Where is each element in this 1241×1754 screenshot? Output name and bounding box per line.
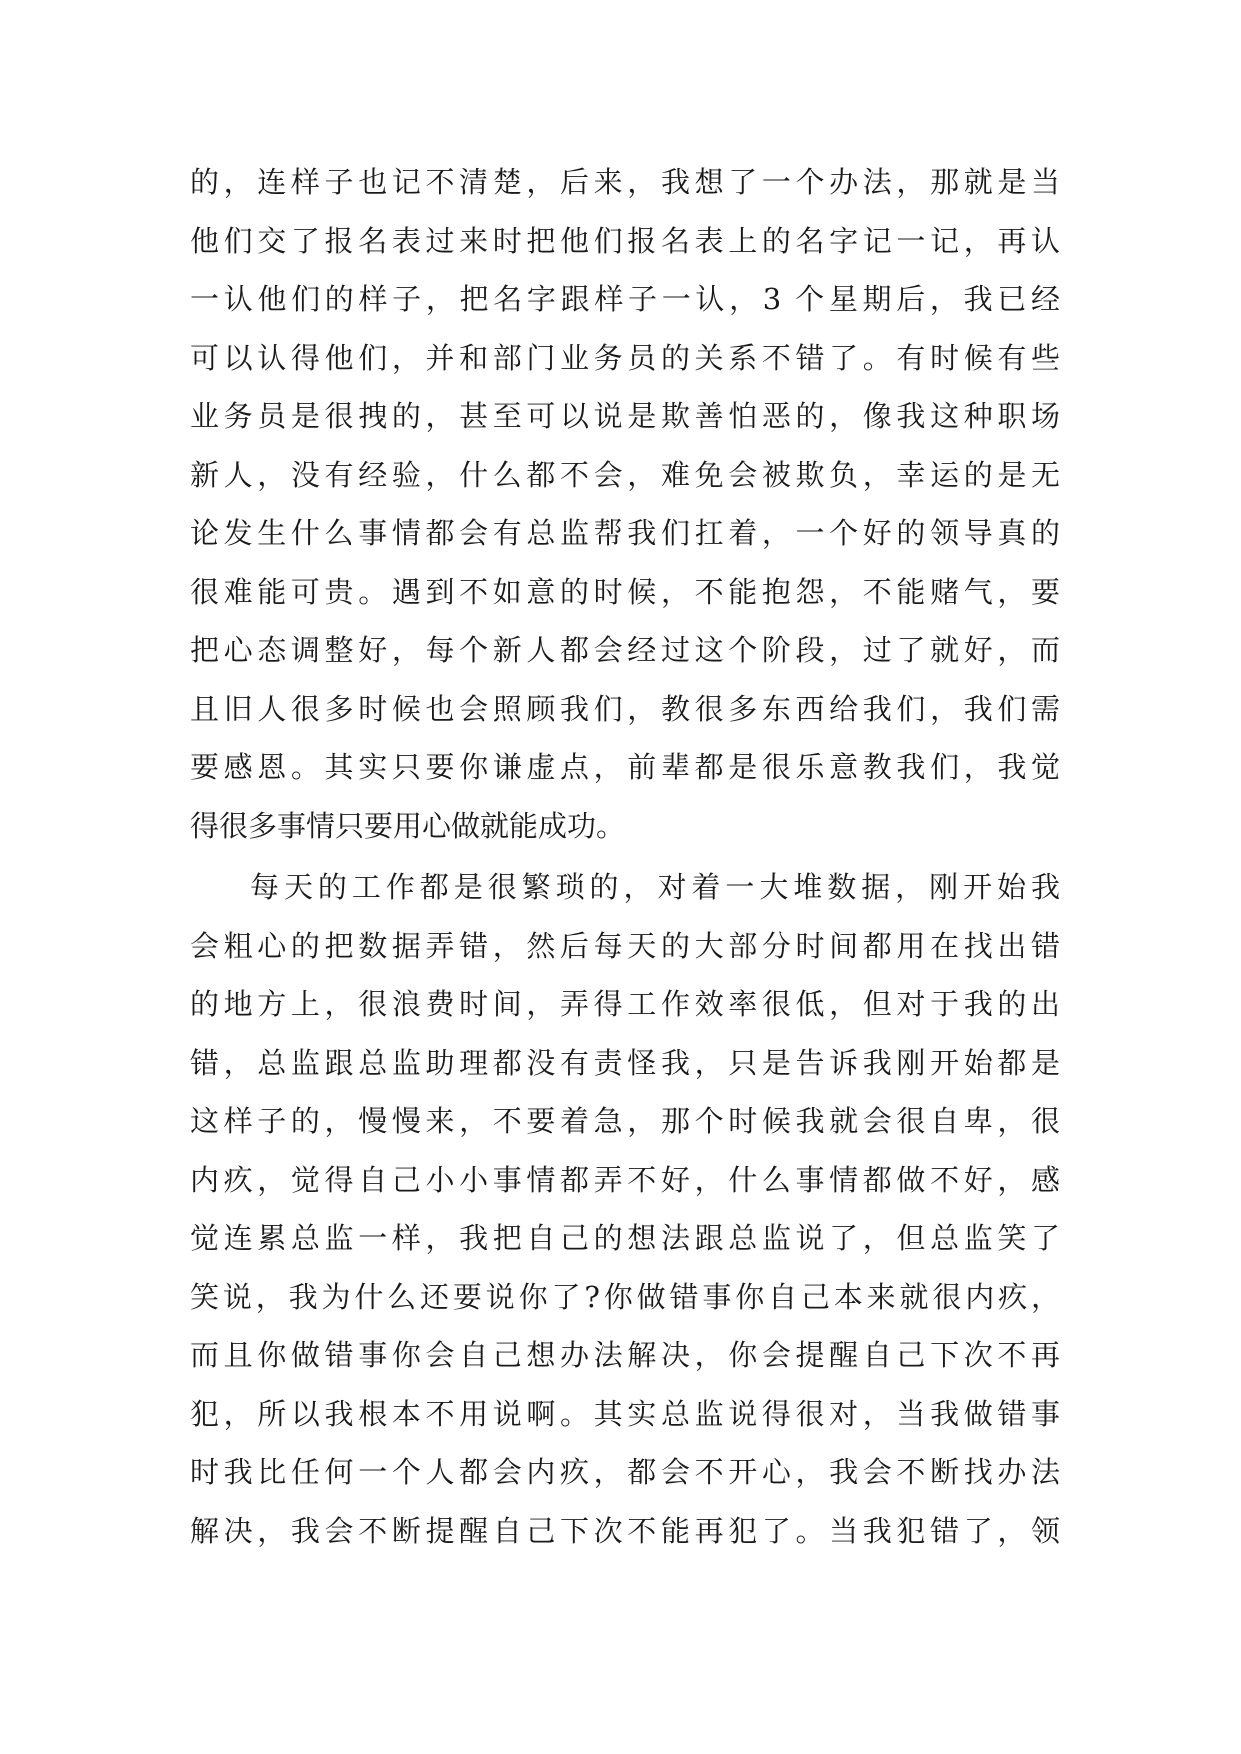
text-line: 觉连累总监一样，我把自己的想法跟总监说了，但总监笑了 xyxy=(190,1221,1060,1255)
text-line: 的，连样子也记不清楚，后来，我想了一个办法，那就是当 xyxy=(190,165,1060,199)
text-line: 会粗心的把数据弄错，然后每天的大部分时间都用在找出错 xyxy=(190,928,1060,963)
text-line: 业务员是很拽的，甚至可以说是欺善怕恶的，像我这种职场 xyxy=(190,399,1060,433)
text-line: 论发生什么事情都会有总监帮我们扛着，一个好的领导真的 xyxy=(190,516,1060,550)
text-line: 的地方上，很浪费时间，弄得工作效率很低，但对于我的出 xyxy=(190,987,1060,1021)
paragraph-2 xyxy=(190,858,1060,1560)
text-line: 很难能可贵。遇到不如意的时候，不能抱怨，不能赌气，要 xyxy=(190,574,1060,609)
text-line: 笑说，我为什么还要说你了?你做错事你自己本来就很内疚， xyxy=(190,1279,1060,1314)
text-line: 一认他们的样子，把名字跟样子一认，3 个星期后，我已经 xyxy=(190,282,1060,316)
text-line: 而且你做错事你会自己想办法解决，你会提醒自己下次不再 xyxy=(190,1338,1060,1372)
text-line: 错，总监跟总监助理都没有责怪我，只是告诉我刚开始都是 xyxy=(190,1045,1060,1080)
text-line: 把心态调整好，每个新人都会经过这个阶段，过了就好，而 xyxy=(190,633,1060,667)
text-line: 得很多事情只要用心做就能成功。 xyxy=(190,808,626,843)
text-line: 时我比任何一个人都会内疚，都会不开心，我会不断找办法 xyxy=(190,1455,1060,1489)
text-line: 这样子的，慢慢来，不要着急，那个时候我就会很自卑，很 xyxy=(190,1104,1060,1138)
text-line: 每天的工作都是很繁琐的，对着一大堆数据，刚开始我 xyxy=(250,870,1060,904)
text-line: 解决，我会不断提醒自己下次不能再犯了。当我犯错了，领 xyxy=(190,1513,1060,1548)
text-line: 内疚，觉得自己小小事情都弄不好，什么事情都做不好，感 xyxy=(190,1162,1060,1197)
paragraph-1 xyxy=(190,153,1060,855)
text-line: 新人，没有经验，什么都不会，难免会被欺负，幸运的是无 xyxy=(190,457,1060,492)
text-line: 且旧人很多时候也会照顾我们，教很多东西给我们，我们需 xyxy=(190,691,1060,726)
text-line: 犯，所以我根本不用说啊。其实总监说得很对，当我做错事 xyxy=(190,1396,1060,1431)
text-line: 要感恩。其实只要你谦虚点，前辈都是很乐意教我们，我觉 xyxy=(190,750,1060,784)
text-line: 可以认得他们，并和部门业务员的关系不错了。有时候有些 xyxy=(190,340,1060,375)
text-line: 他们交了报名表过来时把他们报名表上的名字记一记，再认 xyxy=(190,223,1060,258)
body-text xyxy=(190,153,1060,1560)
